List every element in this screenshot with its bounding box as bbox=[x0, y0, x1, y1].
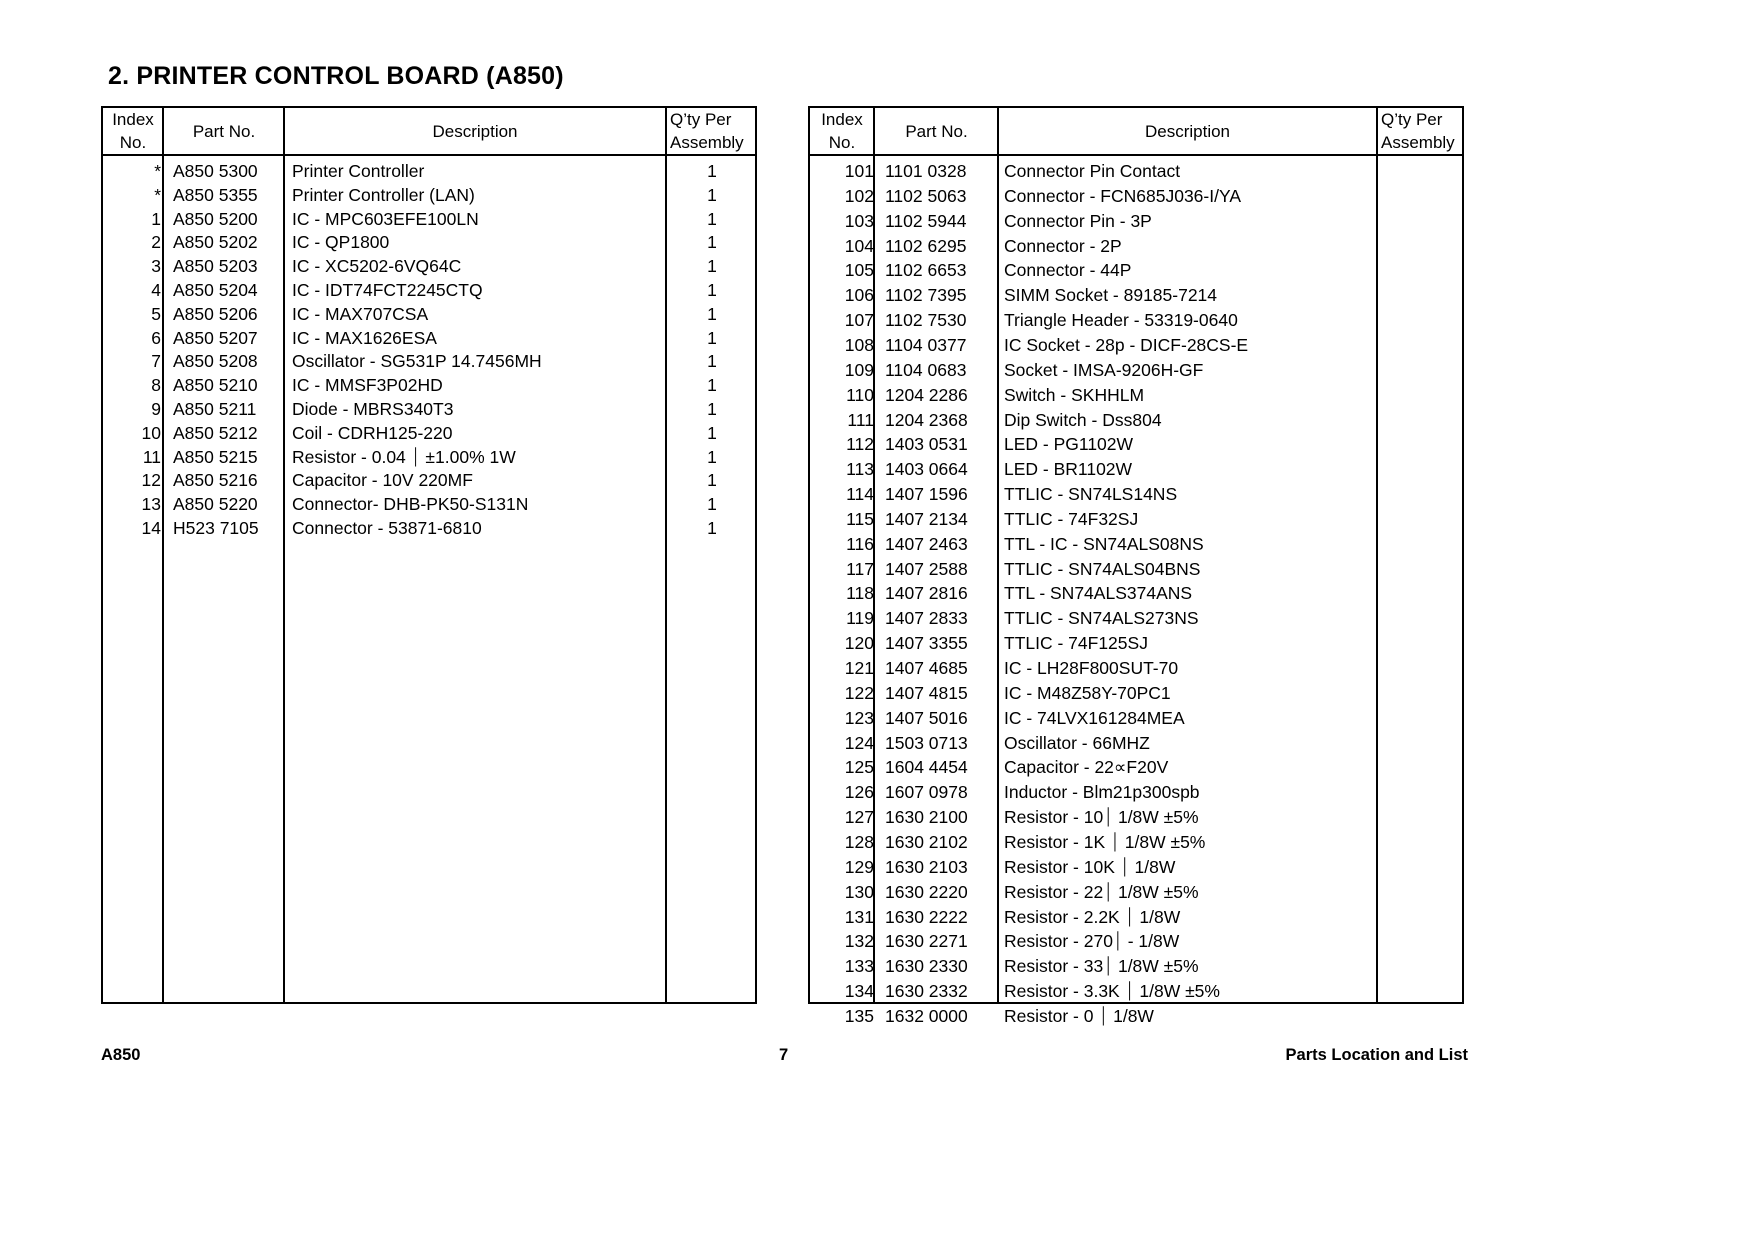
header-description: Description bbox=[432, 121, 518, 141]
table-row bbox=[810, 209, 1462, 233]
table-row bbox=[810, 408, 1462, 432]
index-cell: 132 bbox=[844, 931, 874, 952]
description-cell: Capacitor - 10V 220MF bbox=[292, 470, 473, 491]
index-cell: 116 bbox=[846, 533, 874, 554]
description-cell: Resistor - 2.2K ⏐ 1/8W bbox=[1004, 906, 1181, 927]
table-row bbox=[810, 532, 1462, 556]
table-row bbox=[103, 468, 755, 492]
index-cell: 3 bbox=[151, 256, 161, 277]
description-cell: IC - IDT74FCT2245CTQ bbox=[292, 280, 483, 300]
header-divider bbox=[103, 154, 755, 156]
description-cell: IC - MMSF3P02HD bbox=[292, 375, 443, 396]
part-number-cell: A850 5300 bbox=[173, 161, 258, 181]
description-cell: Resistor - 0 ⏐ 1/8W bbox=[1004, 1005, 1154, 1026]
table-row bbox=[103, 230, 755, 254]
description-cell: Dip Switch - Dss804 bbox=[1004, 409, 1162, 430]
table-row bbox=[810, 731, 1462, 755]
part-number-cell: 1101 0328 bbox=[885, 161, 967, 181]
description-cell: Connector Pin Contact bbox=[1004, 161, 1181, 181]
description-cell: Connector - 53871-6810 bbox=[292, 518, 482, 538]
part-number-cell: 1407 3355 bbox=[885, 633, 968, 654]
index-cell: 11 bbox=[142, 446, 161, 467]
footer-section-title: Parts Location and List bbox=[1285, 1046, 1468, 1064]
index-cell: * bbox=[154, 161, 161, 181]
part-number-cell: 1102 7530 bbox=[885, 310, 967, 331]
description-cell: Switch - SKHHLM bbox=[1004, 384, 1145, 405]
part-number-cell: 1407 1596 bbox=[885, 484, 968, 505]
description-cell: TTL - IC - SN74ALS08NS bbox=[1004, 533, 1204, 554]
index-cell: 125 bbox=[844, 757, 874, 778]
quantity-cell: 1 bbox=[707, 518, 717, 538]
part-number-cell: A850 5220 bbox=[173, 494, 258, 515]
header-index: Index No. bbox=[821, 110, 863, 152]
part-number-cell: 1407 2816 bbox=[885, 583, 968, 604]
table-row bbox=[810, 905, 1462, 929]
description-cell: Socket - IMSA-9206H-GF bbox=[1004, 359, 1204, 380]
header-description: Description bbox=[1144, 121, 1231, 141]
table-row bbox=[103, 516, 755, 540]
table-row bbox=[810, 780, 1462, 804]
quantity-cell: 1 bbox=[707, 351, 717, 372]
part-number-cell: 1630 2102 bbox=[885, 831, 968, 852]
footer-page-number: 7 bbox=[779, 1046, 789, 1064]
description-cell: IC - MAX707CSA bbox=[292, 303, 429, 324]
part-number-cell: 1102 5944 bbox=[885, 210, 967, 231]
description-cell: IC - M48Z58Y-70PC1 bbox=[1004, 682, 1171, 703]
part-number-cell: 1630 2100 bbox=[885, 807, 968, 828]
index-cell: 123 bbox=[844, 707, 874, 728]
part-number-cell: 1607 0978 bbox=[885, 782, 968, 803]
table-row bbox=[810, 656, 1462, 680]
description-cell: IC - MAX1626ESA bbox=[292, 327, 437, 348]
index-cell: 122 bbox=[844, 682, 874, 703]
description-cell: Resistor - 0.04 ⏐ ±1.00% 1W bbox=[292, 446, 516, 467]
quantity-cell: 1 bbox=[707, 494, 717, 515]
description-cell: Inductor - Blm21p300spb bbox=[1004, 782, 1200, 803]
table-row bbox=[810, 383, 1462, 407]
part-number-cell: 1104 0683 bbox=[885, 359, 967, 380]
index-cell: 13 bbox=[141, 494, 161, 515]
description-cell: TTLIC - SN74ALS273NS bbox=[1004, 608, 1199, 629]
table-row bbox=[810, 880, 1462, 904]
table-row bbox=[103, 207, 755, 231]
description-cell: Resistor - 33⏐ 1/8W ±5% bbox=[1004, 956, 1199, 977]
quantity-cell: 1 bbox=[707, 399, 717, 419]
index-cell: 115 bbox=[846, 508, 874, 529]
part-number-cell: A850 5216 bbox=[173, 470, 258, 491]
table-row bbox=[810, 979, 1462, 1003]
index-cell: 1 bbox=[151, 208, 161, 229]
table-row bbox=[810, 482, 1462, 506]
part-number-cell: H523 7105 bbox=[173, 518, 259, 538]
table-row bbox=[103, 159, 755, 183]
description-cell: TTLIC - 74F125SJ bbox=[1004, 633, 1148, 654]
table-row bbox=[810, 159, 1462, 183]
header-part-no: Part No. bbox=[905, 121, 968, 141]
table-row bbox=[103, 183, 755, 207]
part-number-cell: 1407 2833 bbox=[885, 608, 968, 629]
part-number-cell: 1407 5016 bbox=[885, 707, 968, 728]
index-cell: 118 bbox=[846, 583, 874, 604]
description-cell: IC - MPC603EFE100LN bbox=[292, 208, 479, 229]
description-cell: Resistor - 3.3K ⏐ 1/8W ±5% bbox=[1004, 981, 1220, 1002]
table-row bbox=[810, 234, 1462, 258]
table-row bbox=[810, 681, 1462, 705]
part-number-cell: A850 5211 bbox=[173, 399, 257, 419]
part-number-cell: A850 5206 bbox=[173, 303, 258, 324]
quantity-cell: 1 bbox=[707, 375, 717, 396]
index-cell: 114 bbox=[846, 484, 874, 505]
index-cell: 12 bbox=[141, 470, 161, 491]
index-cell: 110 bbox=[846, 384, 874, 405]
description-cell: SIMM Socket - 89185-7214 bbox=[1004, 285, 1218, 306]
part-number-cell: 1104 0377 bbox=[885, 334, 967, 355]
part-number-cell: 1102 6295 bbox=[885, 235, 967, 256]
part-number-cell: 1102 5063 bbox=[885, 185, 967, 206]
part-number-cell: 1407 4685 bbox=[885, 658, 968, 678]
table-row bbox=[810, 432, 1462, 456]
description-cell: Resistor - 22⏐ 1/8W ±5% bbox=[1004, 881, 1199, 902]
table-row bbox=[103, 421, 755, 445]
index-cell: 135 bbox=[844, 1005, 874, 1026]
footer-model: A850 bbox=[101, 1046, 141, 1064]
table-row bbox=[810, 631, 1462, 655]
description-cell: Capacitor - 22∝F20V bbox=[1004, 757, 1169, 778]
table-row bbox=[810, 184, 1462, 208]
part-number-cell: 1403 0664 bbox=[885, 459, 968, 480]
table-row bbox=[810, 457, 1462, 481]
index-cell: 121 bbox=[844, 658, 874, 678]
index-cell: 113 bbox=[846, 459, 874, 480]
description-cell: Diode - MBRS340T3 bbox=[292, 399, 454, 419]
index-cell: 112 bbox=[846, 434, 874, 455]
part-number-cell: 1630 2332 bbox=[885, 981, 968, 1002]
table-row bbox=[103, 254, 755, 278]
table-row bbox=[103, 397, 755, 421]
quantity-cell: 1 bbox=[707, 208, 717, 229]
description-cell: Resistor - 10⏐ 1/8W ±5% bbox=[1004, 807, 1199, 828]
table-row bbox=[810, 706, 1462, 730]
part-number-cell: 1503 0713 bbox=[885, 732, 968, 753]
index-cell: 126 bbox=[844, 782, 874, 803]
index-cell: 106 bbox=[844, 285, 874, 306]
header-part-no: Part No. bbox=[192, 121, 256, 141]
index-cell: * bbox=[154, 184, 161, 205]
index-cell: 131 bbox=[844, 906, 874, 927]
description-cell: Printer Controller bbox=[292, 161, 425, 181]
index-cell: 129 bbox=[844, 856, 874, 877]
quantity-cell: 1 bbox=[707, 161, 717, 181]
table-row bbox=[810, 1004, 1462, 1028]
quantity-cell: 1 bbox=[707, 327, 717, 348]
description-cell: IC - XC5202-6VQ64C bbox=[292, 256, 462, 277]
index-cell: 124 bbox=[844, 732, 874, 753]
description-cell: IC - 74LVX161284MEA bbox=[1004, 707, 1185, 728]
table-row bbox=[810, 308, 1462, 332]
table-row bbox=[103, 326, 755, 350]
part-number-cell: A850 5355 bbox=[173, 184, 258, 205]
part-number-cell: 1407 2588 bbox=[885, 558, 968, 579]
description-cell: Resistor - 1K ⏐ 1/8W ±5% bbox=[1004, 831, 1206, 852]
header-index: Index No. bbox=[112, 110, 154, 152]
index-cell: 9 bbox=[151, 399, 161, 419]
part-number-cell: 1204 2368 bbox=[885, 409, 968, 430]
table-row bbox=[810, 557, 1462, 581]
part-number-cell: 1630 2222 bbox=[885, 906, 968, 927]
description-cell: TTLIC - 74F32SJ bbox=[1004, 508, 1139, 529]
table-row bbox=[810, 283, 1462, 307]
index-cell: 6 bbox=[151, 327, 161, 348]
table-row bbox=[810, 855, 1462, 879]
description-cell: Resistor - 270⏐ - 1/8W bbox=[1004, 931, 1180, 952]
header-divider bbox=[810, 154, 1462, 156]
part-number-cell: A850 5207 bbox=[173, 327, 258, 348]
index-cell: 2 bbox=[151, 232, 161, 253]
table-row bbox=[810, 929, 1462, 953]
index-cell: 102 bbox=[844, 185, 874, 206]
table-row bbox=[103, 349, 755, 373]
part-number-cell: A850 5215 bbox=[173, 446, 258, 467]
index-cell: 4 bbox=[151, 280, 161, 300]
header-qty: Q’ty Per Assembly bbox=[1381, 110, 1455, 152]
table-row bbox=[810, 333, 1462, 357]
part-number-cell: A850 5210 bbox=[173, 375, 258, 396]
description-cell: Connector - 44P bbox=[1004, 260, 1132, 281]
index-cell: 103 bbox=[844, 210, 874, 231]
quantity-cell: 1 bbox=[707, 256, 717, 277]
description-cell: Printer Controller (LAN) bbox=[292, 184, 475, 205]
part-number-cell: 1604 4454 bbox=[885, 757, 968, 778]
index-cell: 10 bbox=[141, 422, 161, 443]
index-cell: 128 bbox=[844, 831, 874, 852]
table-row bbox=[810, 581, 1462, 605]
table-row bbox=[810, 954, 1462, 978]
table-row bbox=[810, 507, 1462, 531]
index-cell: 105 bbox=[844, 260, 874, 281]
description-cell: Triangle Header - 53319-0640 bbox=[1004, 310, 1238, 331]
quantity-cell: 1 bbox=[707, 232, 717, 253]
index-cell: 134 bbox=[844, 981, 874, 1002]
table-row bbox=[810, 258, 1462, 282]
description-cell: Oscillator - SG531P 14.7456MH bbox=[292, 351, 542, 372]
description-cell: Resistor - 10K ⏐ 1/8W bbox=[1004, 856, 1176, 877]
part-number-cell: A850 5202 bbox=[173, 232, 258, 253]
table-row bbox=[810, 606, 1462, 630]
part-number-cell: 1407 4815 bbox=[885, 682, 968, 703]
table-row bbox=[810, 830, 1462, 854]
part-number-cell: 1630 2330 bbox=[885, 956, 968, 977]
description-cell: IC - QP1800 bbox=[292, 232, 390, 253]
description-cell: LED - PG1102W bbox=[1004, 434, 1134, 455]
index-cell: 117 bbox=[846, 558, 874, 579]
quantity-cell: 1 bbox=[707, 303, 717, 324]
quantity-cell: 1 bbox=[707, 446, 717, 467]
table-row bbox=[103, 278, 755, 302]
index-cell: 8 bbox=[151, 375, 161, 396]
index-cell: 120 bbox=[844, 633, 874, 654]
description-cell: IC - LH28F800SUT-70 bbox=[1004, 658, 1179, 678]
index-cell: 5 bbox=[151, 303, 161, 324]
table-row bbox=[103, 302, 755, 326]
part-number-cell: A850 5203 bbox=[173, 256, 258, 277]
part-number-cell: 1204 2286 bbox=[885, 384, 968, 405]
index-cell: 133 bbox=[844, 956, 874, 977]
part-number-cell: A850 5204 bbox=[173, 280, 258, 300]
part-number-cell: A850 5212 bbox=[173, 422, 258, 443]
table-row bbox=[810, 755, 1462, 779]
index-cell: 101 bbox=[844, 161, 874, 181]
part-number-cell: 1632 0000 bbox=[885, 1005, 968, 1026]
part-number-cell: 1102 6653 bbox=[885, 260, 967, 281]
part-number-cell: 1403 0531 bbox=[885, 434, 968, 455]
description-cell: IC Socket - 28p - DICF-28CS-E bbox=[1004, 334, 1249, 355]
table-row bbox=[103, 492, 755, 516]
table-row bbox=[103, 445, 755, 469]
index-cell: 7 bbox=[151, 351, 161, 372]
part-number-cell: 1630 2103 bbox=[885, 856, 968, 877]
quantity-cell: 1 bbox=[707, 422, 717, 443]
index-cell: 109 bbox=[844, 359, 874, 380]
description-cell: TTLIC - SN74LS14NS bbox=[1004, 484, 1178, 505]
part-number-cell: 1102 7395 bbox=[885, 285, 967, 306]
page-title: 2. PRINTER CONTROL BOARD (A850) bbox=[108, 62, 564, 90]
table-row bbox=[103, 373, 755, 397]
part-number-cell: 1630 2271 bbox=[885, 931, 968, 952]
description-cell: Oscillator - 66MHZ bbox=[1004, 732, 1150, 753]
description-cell: Connector- DHB-PK50-S131N bbox=[292, 494, 529, 515]
description-cell: TTLIC - SN74ALS04BNS bbox=[1004, 558, 1201, 579]
parts-table-left bbox=[101, 106, 757, 1004]
index-cell: 111 bbox=[847, 409, 874, 430]
header-qty: Q’ty Per Assembly bbox=[670, 110, 744, 152]
part-number-cell: A850 5208 bbox=[173, 351, 258, 372]
description-cell: Connector Pin - 3P bbox=[1004, 210, 1152, 231]
part-number-cell: A850 5200 bbox=[173, 208, 258, 229]
index-cell: 130 bbox=[844, 881, 874, 902]
description-cell: Coil - CDRH125-220 bbox=[292, 422, 453, 443]
index-cell: 14 bbox=[141, 518, 161, 538]
index-cell: 119 bbox=[846, 608, 874, 629]
parts-table-right bbox=[808, 106, 1464, 1026]
description-cell: Connector - FCN685J036-I/YA bbox=[1004, 185, 1242, 206]
index-cell: 127 bbox=[844, 807, 874, 828]
quantity-cell: 1 bbox=[707, 184, 717, 205]
quantity-cell: 1 bbox=[707, 470, 717, 491]
index-cell: 107 bbox=[844, 310, 874, 331]
description-cell: TTL - SN74ALS374ANS bbox=[1004, 583, 1193, 604]
part-number-cell: 1407 2134 bbox=[885, 508, 968, 529]
index-cell: 108 bbox=[844, 334, 874, 355]
description-cell: Connector - 2P bbox=[1004, 235, 1122, 256]
table-row bbox=[810, 358, 1462, 382]
quantity-cell: 1 bbox=[707, 280, 717, 300]
part-number-cell: 1407 2463 bbox=[885, 533, 968, 554]
part-number-cell: 1630 2220 bbox=[885, 881, 968, 902]
table-row bbox=[810, 805, 1462, 829]
index-cell: 104 bbox=[844, 235, 874, 256]
description-cell: LED - BR1102W bbox=[1004, 459, 1133, 480]
